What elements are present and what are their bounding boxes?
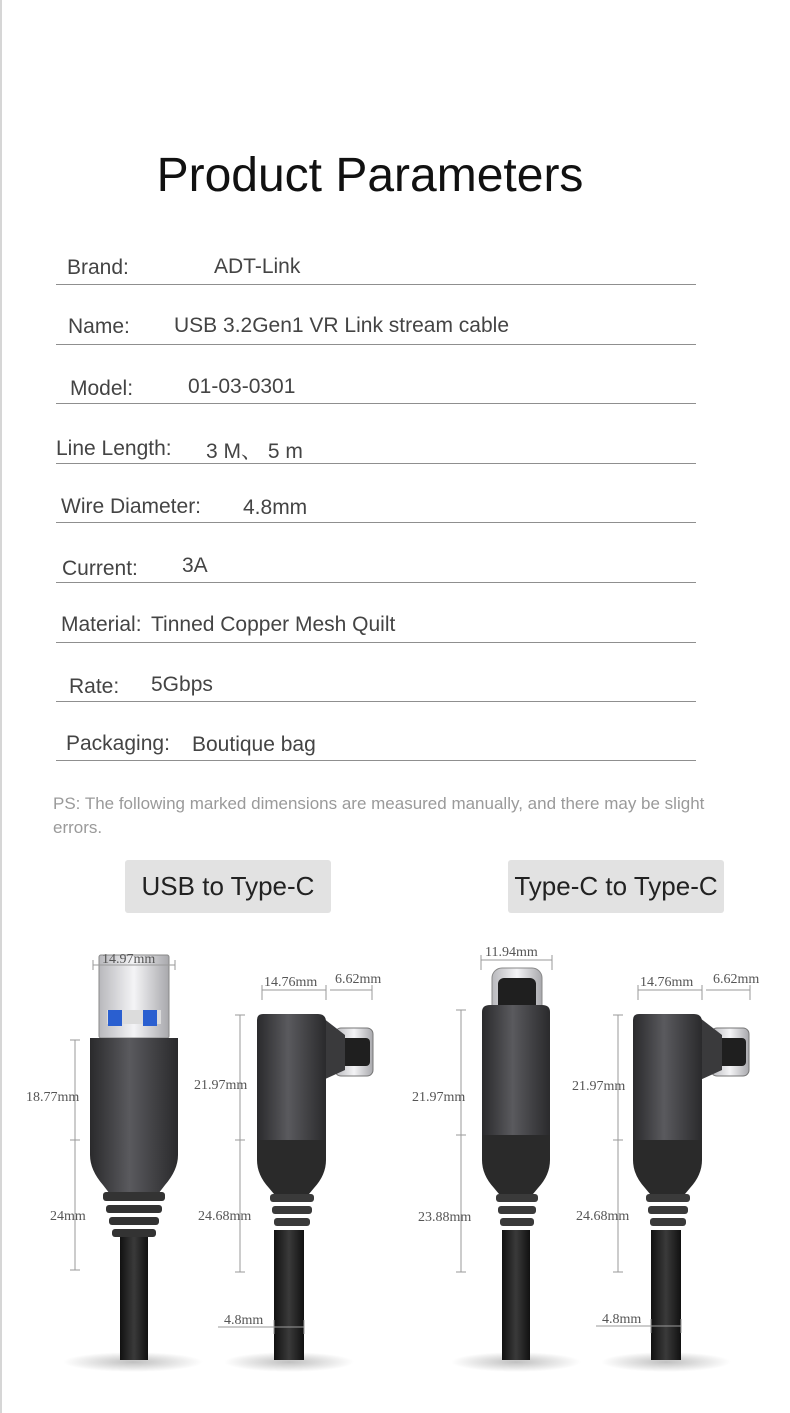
usb-a-head-label: 18.77mm [26, 1090, 80, 1105]
angled-1-width-label: 14.76mm [264, 975, 318, 990]
straight-type-c-connector [451, 968, 581, 1372]
param-value: 4.8mm [243, 496, 308, 519]
param-row-packaging [56, 700, 696, 761]
type-c-width-label: 11.94mm [485, 945, 538, 960]
usb-a-width-label: 14.97mm [102, 952, 156, 967]
param-label: Name: [68, 315, 130, 338]
page-title: Product Parameters [156, 149, 584, 202]
usb-a-connector [63, 955, 203, 1372]
param-row-brand [56, 224, 696, 285]
cable-dimension-diagram [0, 930, 790, 1400]
angled-1-boot-label: 24.68mm [198, 1209, 252, 1224]
angled-2-boot-label: 24.68mm [576, 1209, 630, 1224]
param-row-name [56, 284, 696, 345]
angled-1-offset-label: 6.62mm [335, 972, 382, 987]
usb-a-boot-label: 24mm [50, 1209, 86, 1224]
param-value: 5Gbps [151, 673, 213, 696]
angled-1-wire-label: 4.8mm [224, 1313, 264, 1328]
param-value: Boutique bag [192, 733, 316, 756]
param-label: Packaging: [66, 732, 170, 755]
angled-1-head-label: 21.97mm [194, 1078, 248, 1093]
angled-2-offset-label: 6.62mm [713, 972, 760, 987]
param-row-rate [56, 641, 696, 702]
measurement-note: PS: The following marked dimensions are measured manually, and there may be slight errors. [53, 794, 705, 837]
param-label: Line Length: [56, 437, 172, 460]
type-c-head-label: 21.97mm [412, 1090, 466, 1105]
param-label: Brand: [67, 256, 129, 279]
param-value: 01-03-0301 [188, 375, 296, 398]
type-chip-type-c-to-type-c: Type-C to Type-C [508, 860, 724, 913]
param-label: Material: [61, 613, 142, 636]
param-value: 3A [182, 554, 208, 577]
param-row-material [56, 582, 696, 643]
angled-2-width-label: 14.76mm [640, 975, 694, 990]
param-value: 3 M、 5 m [206, 440, 303, 463]
type-c-boot-label: 23.88mm [418, 1210, 472, 1225]
param-label: Model: [70, 377, 134, 400]
param-row-model [56, 343, 696, 404]
param-value: ADT-Link [214, 255, 301, 278]
param-value: USB 3.2Gen1 VR Link stream cable [174, 314, 509, 337]
angled-2-head-label: 21.97mm [572, 1079, 626, 1094]
param-label: Rate: [69, 675, 120, 698]
param-value: Tinned Copper Mesh Quilt [151, 613, 396, 636]
angled-2-wire-label: 4.8mm [602, 1312, 642, 1327]
param-label: Wire Diameter: [61, 495, 202, 518]
param-row-line-length [56, 403, 696, 464]
type-chip-usb-to-type-c: USB to Type-C [125, 860, 331, 913]
param-label: Current: [62, 557, 138, 580]
param-row-current [56, 522, 696, 583]
param-row-wire-diameter [56, 462, 696, 523]
